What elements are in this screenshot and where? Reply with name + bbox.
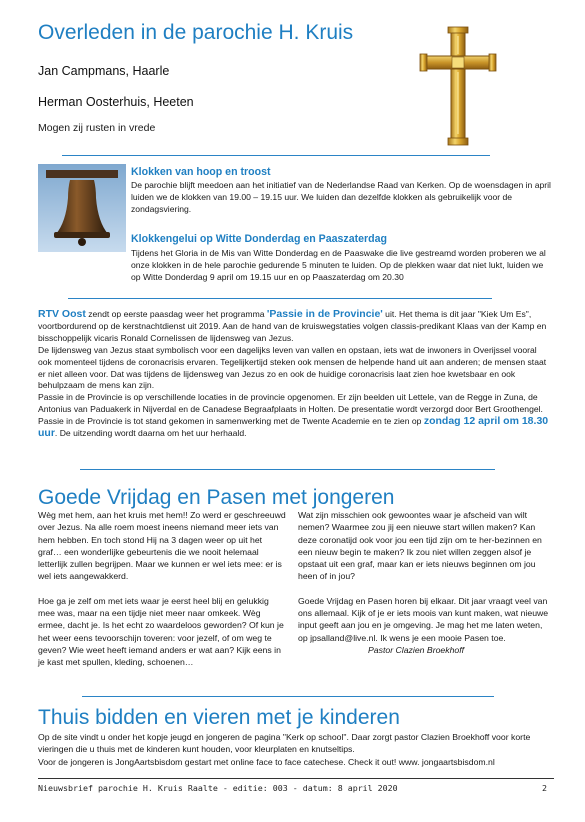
youth-signature: Pastor Clazien Broekhoff bbox=[368, 644, 465, 655]
rtv-article bbox=[38, 309, 552, 440]
bells-text-1: De parochie blijft meedoen aan het initiatief van de Nederlandse Raad van Kerken. Op de woensdagen in april luiden we de klokken van 19.00 – 19.15 uur. We luiden dan dezelfde klokken als gebruikelijk voor de zondagsviering. bbox=[131, 180, 551, 214]
rtv-brand: RTV Oost bbox=[38, 308, 86, 320]
bells-title-2: Klokkengelui op Witte Donderdag en Paaszaterdag bbox=[131, 233, 387, 245]
page-title-deceased: Overleden in de parochie H. Kruis bbox=[38, 21, 354, 44]
rtv-p3-a: Passie in de Provincie is op verschillende locaties in de provincie opgenomen. Er zijn beelden uit Lettele, van de Regge in Zuna, de Antonius van Paduakerk in Nijverdal en de Canadese Begraafplaats in Holten. De presentatie wordt verzorgd door Bert Groothengel. Passie in de Provincie is tot stand gekomen in samenwerking met de Twente Academie en te zien op bbox=[38, 392, 543, 427]
youth-right-p2: Goede Vrijdag en Pasen horen bij elkaar. Dit jaar vraagt veel van ons allemaal. Kijk of je er iets moois van kunt maken, wat nieuwe input geeft aan jou en je omgeving. Je mag het me laten weten, op jpsalland@live.nl. Ik wens je een mooie Pasen toe. bbox=[298, 595, 549, 643]
bell-image bbox=[38, 164, 126, 252]
deceased-name-2: Herman Oosterhuis, Heeten bbox=[38, 95, 194, 109]
cross-image bbox=[418, 26, 498, 146]
rtv-intro-a: zendt op eerste paasdag weer het programma bbox=[85, 309, 267, 319]
youth-title: Goede Vrijdag en Pasen met jongeren bbox=[38, 486, 395, 509]
rtv-p3-b: . De uitzending wordt daarna om het uur herhaald. bbox=[54, 428, 247, 439]
closing-text: Mogen zij rusten in vrede bbox=[38, 122, 156, 134]
divider-2 bbox=[68, 298, 492, 299]
rtv-intro-b: uit. Het thema is dit jaar "Kiek Um Es", voortbordurend op de kerstnachtdienst uit 2019. Aan de hand van de kruiswegstaties volgen classis-predikant Klaas van der Kamp en bisschoppelijk vicaris Ronald Cornelissen de lijdensweg van Jezus. bbox=[38, 309, 547, 343]
children-text-2: Voor de jongeren is JongAartsbisdom gestart met online face to face catechese. Check it out! www. jongaartsbisdom.nl bbox=[38, 756, 495, 767]
deceased-name-1: Jan Campmans, Haarle bbox=[38, 64, 170, 78]
children-text-1: Op de site vindt u onder het kopje jeugd en jongeren de pagina "Kerk op school". Daar zorgt pastor Clazien Broekhoff voor korte vieringen die u thuis met de kinderen kunt houden, voor kleurplaten en knutseltips. bbox=[38, 732, 531, 755]
bells-title-1: Klokken van hoop en troost bbox=[131, 166, 271, 178]
footer-rule bbox=[38, 778, 554, 779]
youth-left-column bbox=[38, 509, 286, 669]
rtv-program: 'Passie in de Provincie' bbox=[266, 308, 383, 320]
divider-3 bbox=[80, 469, 495, 470]
youth-left-p1: Wèg met hem, aan het kruis met hem!! Zo werd er geschreeuwd over Jezus. Na alle roem moest ineens niemand meer iets van hem hebben. En toch stond Hij na 3 dagen weer op uit het graf… een wonderlijke gebeurtenis die we nooit helemaal letterlijk zullen begrijpen. Maar we kunnen er wel iets mee: er is wel iets aangewakkerd. bbox=[38, 510, 286, 582]
page-number: 2 bbox=[542, 783, 547, 793]
divider-1 bbox=[62, 155, 490, 156]
footer-text: Nieuwsbrief parochie H. Kruis Raalte - editie: 003 - datum: 8 april 2020 bbox=[38, 783, 398, 793]
youth-right-p1: Wat zijn misschien ook gewoontes waar je afscheid van wilt nemen? Waarmee zou jij een nieuwe start willen maken? Kan deze coronatijd ook voor jou een tijd zijn om te her-bezinnen en een nieuw begin te maken? Ik zou niet willen zeggen alsof je opstaat uit een graf, maar kan er iets nieuws beginnen om jou heen of in jou? bbox=[298, 510, 542, 582]
rtv-date: zondag 12 april om 18.30 uur bbox=[38, 415, 549, 440]
divider-4 bbox=[82, 696, 494, 697]
rtv-paragraph-2: De lijdensweg van Jezus staat symbolisch voor een dagelijks leven van vallen en opstaan, iets wat de inwoners in Overijssel vooral ook momenteel tijdens de coronacrisis ervaren. Tegelijkertijd steken ook mensen de helpende hand uit aan anderen; de mensen staat er niet alleen voor. Dat was tijdens de lijdensweg van Jezus zo en ook de huidige coronacrisis laat zien hoe kwetsbaar en ook behulpzaam de mens kan zijn. bbox=[38, 344, 547, 391]
youth-right-column bbox=[298, 509, 554, 656]
children-title: Thuis bidden en vieren met je kinderen bbox=[38, 706, 400, 729]
children-text bbox=[38, 731, 556, 768]
bells-text-2: Tijdens het Gloria in de Mis van Witte Donderdag en de Paaswake die live gestreamd worden proberen we al onze klokken in de hele parochie gedurende 5 minuten te luiden. Op de plekken waar dat niet lukt, luiden we op Witte Donderdag 9 april om 19.15 uur en op Paaszaterdag om 20.30 bbox=[131, 248, 546, 282]
youth-left-p2: Hoe ga je zelf om met iets waar je eerst heel blij en gelukkig mee was, maar na een tijdje niet meer naar omkeek. Wèg ermee, dacht je. Is het echt zo waardeloos geworden? Of kun je het weer eens tevoorschijn toveren: voor jezelf, of om weg te geven? Wie weet heeft iemand anders er wat aan? Kijk eens in je kast met spullen, kleding, schoenen… bbox=[38, 595, 284, 668]
